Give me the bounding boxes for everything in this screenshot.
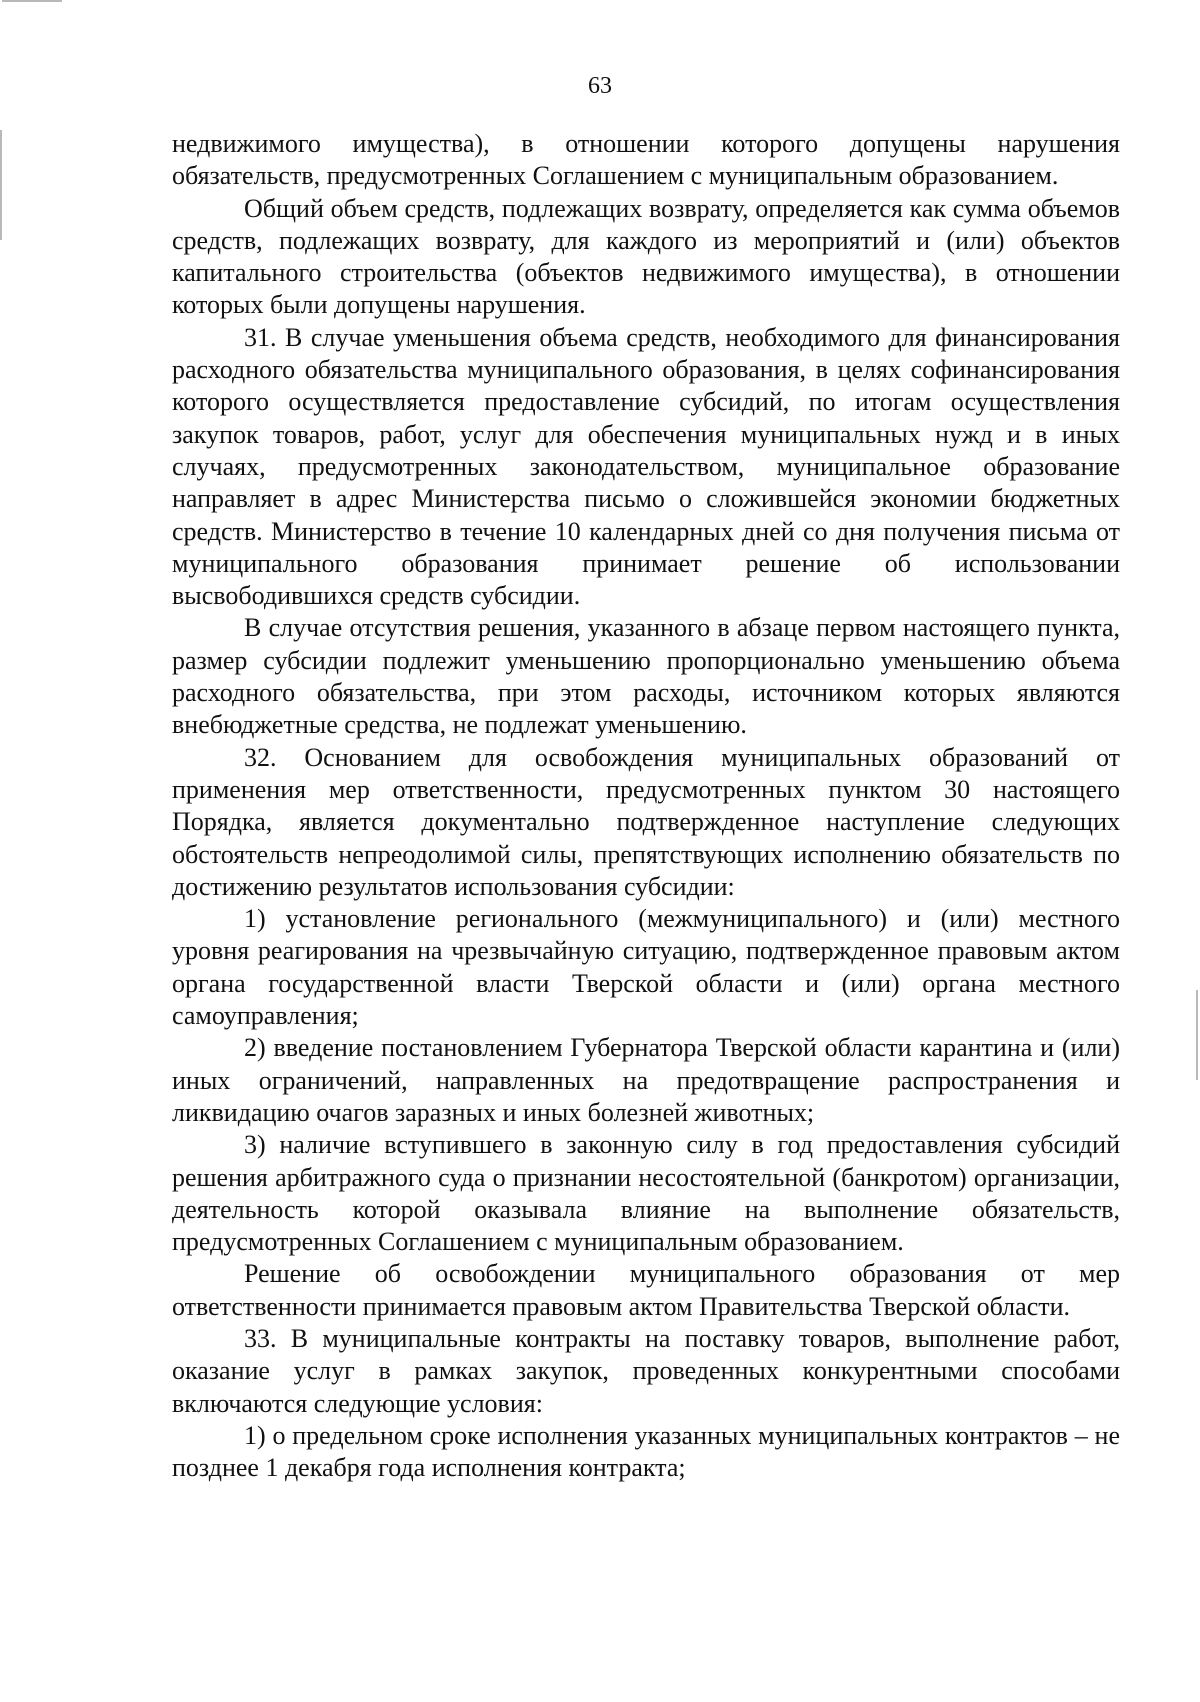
list-item: 1) о предельном сроке исполнения указанных муниципальных контрактов – не позднее 1 декабря года исполнения контракта; (172, 1420, 1120, 1483)
paragraph: Общий объем средств, подлежащих возврату, определяется как сумма объемов средств, подлежащих возврату, для каждого из мероприятий и (или) объектов капитального строительства (объектов недвижимого имущества), в отношении которых были допущены нарушения. (172, 193, 1120, 320)
paragraph-item-33: 33. В муниципальные контракты на поставку товаров, выполнение работ, оказание услуг в рамках закупок, проведенных конкурентными способами включаются следующие условия: (172, 1323, 1120, 1418)
page-number: 63 (588, 73, 612, 99)
list-item: 3) наличие вступившего в законную силу в год предоставления субсидий решения арбитражного суда о признании несостоятельной (банкротом) организации, деятельность которой оказывала влияние на выполнение обязательств, предусмотренных Соглашением с муниципальным образованием. (172, 1130, 1120, 1257)
scan-edge-mark-right (1196, 990, 1198, 1080)
paragraph-item-31: 31. В случае уменьшения объема средств, необходимого для финансирования расходного обязательства муниципального образования, в целях софинансирования которого осуществляется предоставление субсидий, по итогам осуществления закупок товаров, работ, услуг для обеспечения муниципальных нужд и в иных случаях, предусмотренных законодательством, муниципальное образование направляет в адрес Министерства письмо о сложившейся экономии бюджетных средств. Министерство в течение 10 календарных дней со дня получения письма от муниципального образования принимает решение об использовании высвободившихся средств субсидии. (172, 322, 1120, 611)
list-item: 1) установление регионального (межмуниципального) и (или) местного уровня реагирования на чрезвычайную ситуацию, подтвержденное правовым актом органа государственной власти Тверской области и (или) органа местного самоуправления; (172, 904, 1120, 1031)
scan-edge-mark-top (2, 0, 62, 2)
paragraph-item-32: 32. Основанием для освобождения муниципальных образований от применения мер ответственности, предусмотренных пунктом 30 настоящего Порядка, является документально подтвержденное наступление следующих обстоятельств непреодолимой силы, препятствующих исполнению обязательств по достижению результатов использования субсидии: (172, 742, 1120, 901)
list-item: 2) введение постановлением Губернатора Тверской области карантина и (или) иных ограничений, направленных на предотвращение распространения и ликвидацию очагов заразных и иных болезней животных; (172, 1033, 1120, 1127)
scan-edge-mark-left (0, 130, 2, 240)
paragraph: недвижимого имущества), в отношении которого допущены нарушения обязательств, предусмотренных Соглашением с муниципальным образованием. (172, 129, 1120, 191)
paragraph: Решение об освобождении муниципального образования от мер ответственности принимается правовым актом Правительства Тверской области. (172, 1259, 1120, 1321)
document-body (172, 128, 1120, 1484)
paragraph: В случае отсутствия решения, указанного в абзаце первом настоящего пункта, размер субсидии подлежит уменьшению пропорционально уменьшению объема расходного обязательства, при этом расходы, источником которых являются внебюджетные средства, не подлежат уменьшению. (172, 613, 1120, 740)
